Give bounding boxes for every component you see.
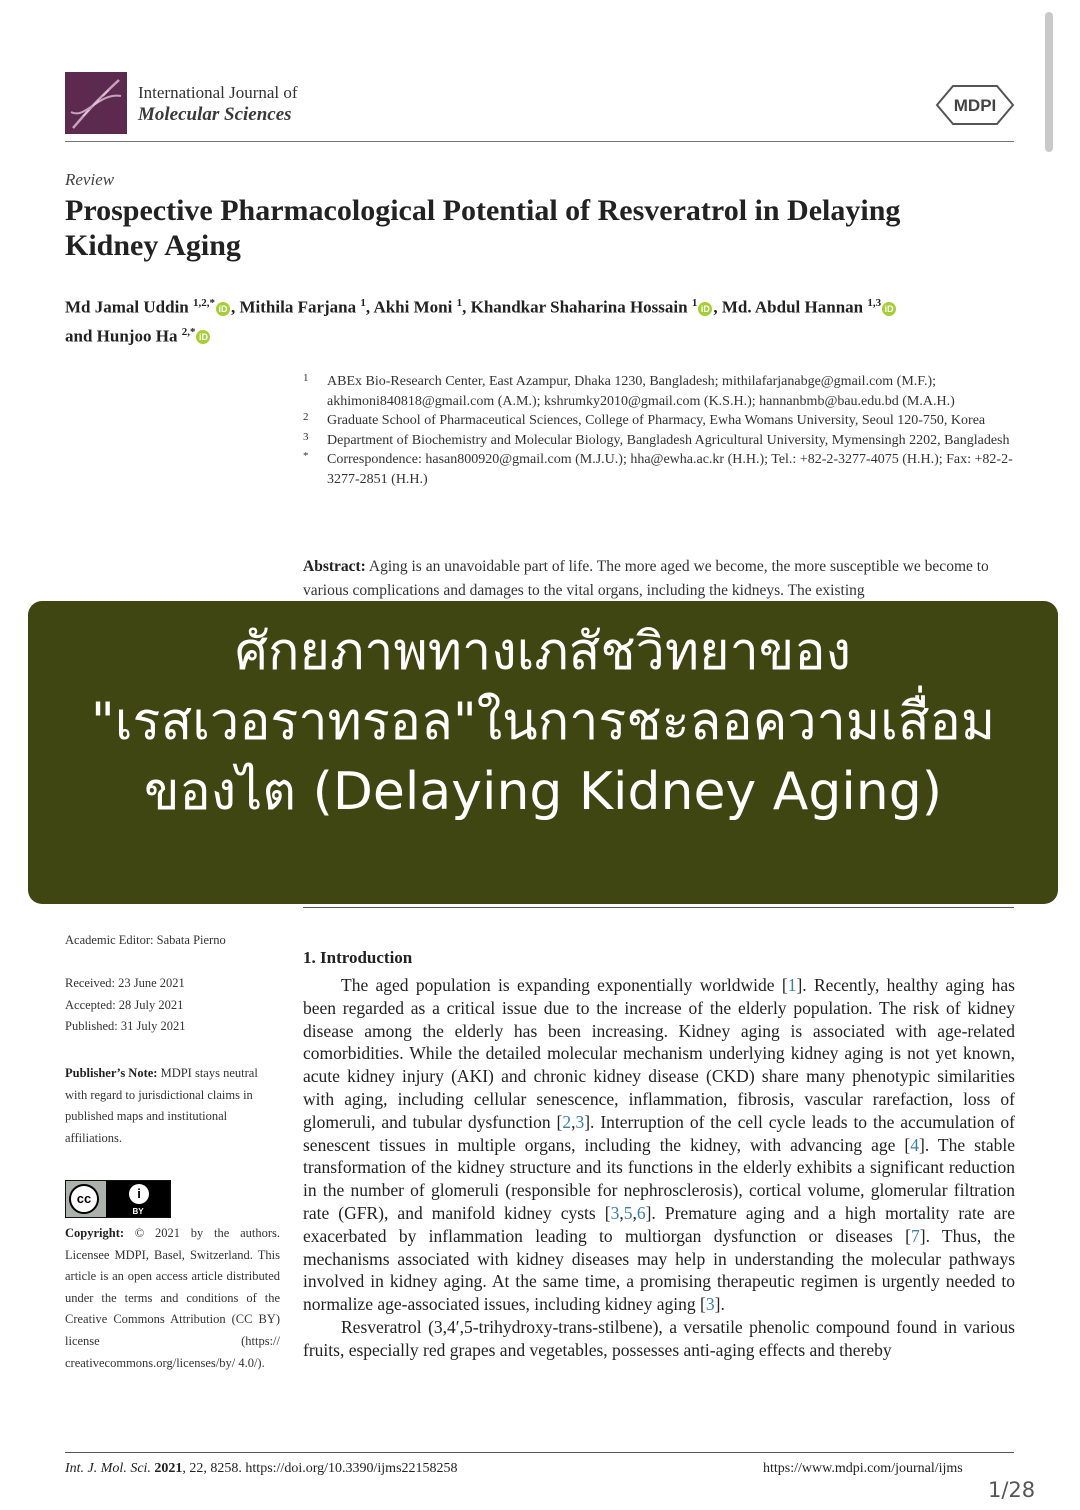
- orcid-icon[interactable]: iD: [216, 302, 230, 316]
- citation-link[interactable]: 3: [610, 1202, 620, 1223]
- footer-doi[interactable]: , 22, 8258. https://doi.org/10.3390/ijms22158258: [182, 1461, 458, 1476]
- affiliation-marker: *: [303, 450, 309, 463]
- journal-name-line1: International Journal of: [138, 83, 298, 102]
- author-name: Akhi Moni: [373, 297, 457, 317]
- author-affiliation-marker: 1: [691, 297, 698, 309]
- citation-link[interactable]: 6: [636, 1202, 646, 1223]
- page-indicator: 1/28: [988, 1478, 1036, 1502]
- abstract-text: Aging is an unavoidable part of life. The more aged we become, the more susceptible we become to various complications and damages to the vital organs, including the kidneys. The existing: [303, 558, 989, 599]
- received-date: Received: 23 June 2021: [65, 976, 185, 990]
- publisher-note-label: Publisher’s Note:: [65, 1066, 158, 1080]
- citation-link[interactable]: 3: [575, 1111, 585, 1132]
- intro-paragraph-2: Resveratrol (3,4′,5-trihydroxy-trans-stilbene), a versatile phenolic compound found in various fruits, especially red grapes and vegetables, possesses anti-aging effects and thereby: [303, 1316, 1015, 1360]
- cc-by-icon[interactable]: [65, 1180, 171, 1218]
- overlay-line-2: "เรสเวอราทรอล"ในการชะลอความเสื่อม: [90, 692, 996, 752]
- footer-citation: [65, 1461, 458, 1477]
- cc-icon: cc: [69, 1184, 99, 1214]
- abstract-label: Abstract:: [303, 558, 366, 575]
- citation-link[interactable]: 3: [705, 1294, 715, 1315]
- citation-link[interactable]: 2: [562, 1111, 572, 1132]
- section-heading: 1. Introduction: [303, 948, 413, 967]
- intro-paragraph-1: The aged population is expanding exponentially worldwide [1]. Recently, healthy aging has been regarded as a critical issue due to the increase of the elderly population. The risk of kidney disease among the elderly has been increasing. Kidney aging is associated with age-related comorbidities. While the detailed molecular mechanism underlying kidney aging is not yet known, acute kidney injury (AKI) and chronic kidney disease (CKD) share many phenotypic similarities with aging, including cellular senescence, inflammation, fibrosis, vascular rarefaction, loss of glomeruli, and tubular dysfunction [2,3]. Interruption of the cell cycle leads to the accumulation of senescent tissues in multiple organs, including the kidney, with advancing age [4]. The stable transformation of the kidney structure and its functions in the elderly exhibits a significant reduction in the number of glomeruli (responsible for nephrosclerosis), cortical volume, glomerular filtration rate (GFR), and manifold kidney cysts [3,5,6]. Premature aging and a high mortality rate are exacerbated by inflammation leading to multiorgan dysfunction or diseases [7]. Thus, the mechanisms associated with kidney diseases may help in understanding the molecular pathways involved in kidney aging. At the same time, a promising therapeutic regimen is urgently needed to normalize age-associated issues, including kidney aging [3].: [303, 975, 1015, 1315]
- journal-name-line2: Molecular Sciences: [138, 104, 292, 125]
- orcid-icon[interactable]: iD: [196, 330, 210, 344]
- author-list: Md Jamal Uddin $^{1,2,*}$ iD , Mithila Farjana $^1$, Akhi Moni $^1$, Khandkar Shaharina Hossain $^1$ iD , Md. Abdul Hannan $^{1,3}$ iD and Hunjoo Ha $^{2,*}$ iD: [65, 291, 1025, 348]
- affiliation-marker: 2: [303, 411, 309, 424]
- mdpi-logo: [935, 82, 1015, 128]
- citation-link[interactable]: 1: [787, 975, 797, 995]
- thai-title-overlay: [28, 601, 1058, 904]
- footer-divider: [65, 1452, 1014, 1453]
- journal-logo: [65, 72, 127, 134]
- article-type-label: Review: [65, 170, 115, 189]
- cc-by-label: BY: [132, 1207, 144, 1216]
- mdpi-logo-text: MDPI: [953, 96, 997, 115]
- affiliation-item: [303, 450, 1023, 489]
- author-conjunction: and: [65, 326, 97, 346]
- accepted-date: Accepted: 28 July 2021: [65, 997, 184, 1012]
- author-name: Khandkar Shaharina Hossain: [470, 297, 692, 317]
- author-name: Mithila Farjana: [239, 297, 361, 317]
- affiliation-item: [303, 372, 1023, 411]
- overlay-line-1: ศักยภาพทางเภสัชวิทยาของ: [235, 622, 851, 682]
- orcid-icon[interactable]: iD: [698, 302, 712, 316]
- abstract: [303, 555, 1015, 603]
- affiliation-text: ABEx Bio-Research Center, East Azampur, Dhaka 1230, Bangladesh; mithilafarjanabge@gmail.com (M.F.); akhimoni840818@gmail.com (A.M.); kshrumky2010@gmail.com (K.S.H.); hannanbmb@bau.edu.bd (M.A.H.): [327, 374, 955, 409]
- overlay-line-3: ของไต (Delaying Kidney Aging): [143, 762, 943, 822]
- footer-year: 2021: [154, 1461, 183, 1476]
- paper-title: Prospective Pharmacological Potential of Resveratrol in Delaying Kidney Aging: [65, 194, 901, 262]
- scrollbar-thumb[interactable]: [1045, 12, 1053, 152]
- published-date: Published: 31 July 2021: [65, 1019, 186, 1034]
- introduction-body: [303, 974, 1015, 1362]
- publication-dates: [65, 973, 280, 1038]
- citation-link[interactable]: 7: [911, 1225, 920, 1246]
- affiliation-text: Correspondence: hasan800920@gmail.com (M.J.U.); hha@ewha.ac.kr (H.H.); Tel.: +82-2-3277-4075 (H.H.); Fax: +82-2-3277-2851 (H.H.): [327, 452, 1013, 487]
- affiliation-item: [303, 431, 1023, 451]
- copyright-label: Copyright:: [65, 1226, 125, 1240]
- affiliation-marker: 3: [303, 430, 309, 443]
- author-name: Md Jamal Uddin: [65, 297, 193, 317]
- header-divider: [65, 141, 1014, 142]
- author-name: Md. Abdul Hannan: [721, 297, 868, 317]
- orcid-icon[interactable]: iD: [882, 302, 896, 316]
- author-affiliation-marker: 1: [360, 297, 366, 309]
- copyright-notice: [65, 1223, 280, 1374]
- copyright-text: © 2021 by the authors. Licensee MDPI, Basel, Switzerland. This article is an open access article distributed under the terms and conditions of the Creative Commons Attribution (CC BY) license (https:// creativecommons.org/licenses/by/ 4.0/).: [65, 1226, 281, 1370]
- affiliation-text: Department of Biochemistry and Molecular Biology, Bangladesh Agricultural University, Mymensingh 2202, Bangladesh: [327, 432, 1010, 448]
- author-affiliation-marker: 1,3: [867, 297, 882, 309]
- publisher-note-text: MDPI stays neutral with regard to jurisdictional claims in published maps and institutional affiliations.: [65, 1066, 258, 1145]
- author-affiliation-marker: 1: [456, 297, 463, 309]
- author-name: Hunjoo Ha: [96, 326, 182, 346]
- affiliation-item: [303, 411, 1023, 431]
- publisher-note: [65, 1063, 280, 1149]
- footer-journal-abbrev: Int. J. Mol. Sci.: [65, 1461, 151, 1476]
- attribution-person-icon: i: [129, 1184, 149, 1204]
- affiliations: [303, 372, 1023, 490]
- academic-editor: Academic Editor: Sabata Pierno: [65, 933, 226, 947]
- journal-name: [138, 82, 298, 126]
- citation-link[interactable]: 4: [910, 1134, 920, 1155]
- affiliation-marker: 1: [303, 372, 309, 384]
- author-affiliation-marker: 2,*: [181, 325, 196, 338]
- dna-helix-icon: [65, 72, 127, 134]
- footer-journal-link[interactable]: https://www.mdpi.com/journal/ijms: [763, 1461, 963, 1476]
- author-affiliation-marker: 1,2,*: [193, 297, 215, 309]
- affiliation-text: Graduate School of Pharmaceutical Sciences, College of Pharmacy, Ewha Womans University, Seoul 120-750, Korea: [327, 413, 986, 429]
- citation-link[interactable]: 5: [623, 1202, 633, 1223]
- abstract-divider: [303, 907, 1014, 908]
